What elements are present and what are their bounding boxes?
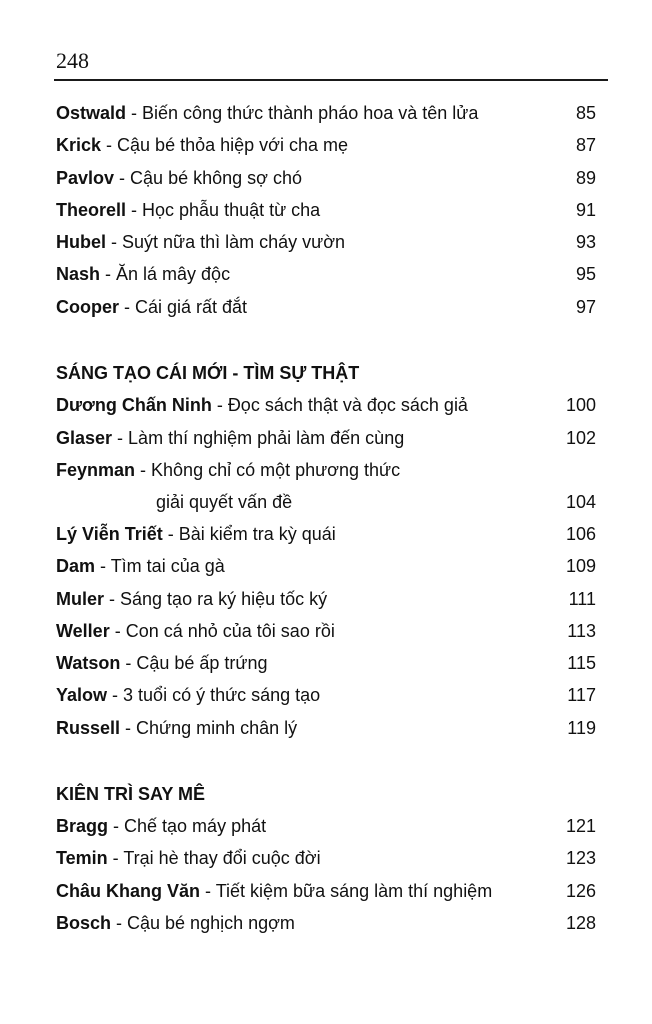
entry-title: Cậu bé thỏa hiệp với cha mẹ — [117, 135, 348, 155]
entry-title: Cái giá rất đắt — [135, 297, 248, 317]
entry-title: Biến công thức thành pháo hoa và tên lửa — [142, 103, 479, 123]
entry-page: 121 — [565, 816, 596, 836]
toc-entry: Glaser - Làm thí nghiệm phải làm đến cùng 102 — [56, 424, 596, 452]
entry-name: Ostwald — [56, 103, 127, 123]
entry-name: Feynman — [56, 460, 136, 480]
entry-name: Weller — [56, 621, 110, 641]
toc-entry-continuation — [156, 488, 596, 516]
entry-page: 117 — [567, 685, 596, 705]
entry-page: 91 — [575, 200, 596, 220]
toc-entry: Bragg - Chế tạo máy phát 121 — [56, 812, 596, 840]
entry-page: 95 — [575, 264, 596, 284]
toc-entry: Pavlov - Cậu bé không sợ chó 89 — [56, 164, 596, 192]
entry-title: 3 tuổi có ý thức sáng tạo — [123, 685, 321, 705]
entry-title: Tìm tai của gà — [110, 556, 225, 576]
entry-page: 128 — [565, 913, 596, 933]
entry-title: Suýt nữa thì làm cháy vườn — [122, 232, 346, 252]
toc-entry: Theorell - Học phẫu thuật từ cha 91 — [56, 196, 596, 224]
section-heading: KIÊN TRÌ SAY MÊ — [56, 784, 206, 804]
entry-name: Muler — [56, 589, 105, 609]
toc-entry: Bosch - Cậu bé nghịch ngợm 128 — [56, 909, 596, 937]
entry-title: Sáng tạo ra ký hiệu tốc ký — [120, 589, 328, 609]
entry-page: 111 — [568, 589, 596, 609]
toc-entry: Feynman - Không chỉ có một phương thức — [56, 460, 401, 480]
toc-entry: Nash - Ăn lá mây độc 95 — [56, 260, 596, 288]
toc-entry: Temin - Trại hè thay đổi cuộc đời 123 — [56, 844, 596, 872]
entry-page: 126 — [565, 881, 596, 901]
entry-page: 100 — [565, 395, 596, 415]
toc-entry: Hubel - Suýt nữa thì làm cháy vườn 93 — [56, 228, 596, 256]
entry-page: 119 — [567, 718, 596, 738]
entry-name: Glaser — [56, 428, 113, 448]
entry-name: Bosch — [56, 913, 112, 933]
entry-title: Chứng minh chân lý — [136, 718, 298, 738]
toc-entry: Lý Viễn Triết - Bài kiểm tra kỳ quái 106 — [56, 520, 596, 548]
entry-page: 113 — [567, 621, 596, 641]
section-heading: SÁNG TẠO CÁI MỚI - TÌM SỰ THẬT — [56, 363, 360, 383]
entry-title: Ăn lá mây độc — [116, 264, 231, 284]
toc-entry: Muler - Sáng tạo ra ký hiệu tốc ký 111 — [56, 585, 596, 613]
toc-entry: Weller - Con cá nhỏ của tôi sao rồi 113 — [56, 617, 596, 645]
entry-title: Con cá nhỏ của tôi sao rồi — [125, 621, 335, 641]
entry-title: Làm thí nghiệm phải làm đến cùng — [128, 428, 405, 448]
toc-entry: Ostwald - Biến công thức thành pháo hoa và tên lửa 85 — [56, 99, 596, 127]
entry-title: Cậu bé không sợ chó — [130, 168, 302, 188]
entry-page: 123 — [565, 848, 596, 868]
entry-title: Cậu bé nghịch ngợm — [127, 913, 295, 933]
entry-name: Yalow — [56, 685, 108, 705]
entry-name: Châu Khang Văn — [56, 881, 201, 901]
entry-page: 87 — [575, 135, 596, 155]
toc-entry: Dương Chấn Ninh - Đọc sách thật và đọc sách giả 100 — [56, 391, 596, 419]
entry-title: Tiết kiệm bữa sáng làm thí nghiệm — [215, 881, 493, 901]
entry-name: Bragg — [56, 816, 109, 836]
entry-title: Đọc sách thật và đọc sách giả — [227, 395, 468, 415]
entry-page: 85 — [575, 103, 596, 123]
entry-title: Học phẫu thuật từ cha — [142, 200, 321, 220]
entry-name: Dam — [56, 556, 96, 576]
header-rule — [54, 79, 608, 81]
entry-name: Dương Chấn Ninh — [56, 395, 212, 415]
entry-title: Chế tạo máy phát — [124, 816, 267, 836]
entry-page: 97 — [575, 297, 596, 317]
entry-title: Cậu bé ấp trứng — [136, 653, 268, 673]
entry-name: Temin — [56, 848, 108, 868]
entry-name: Nash — [56, 264, 101, 284]
entry-page: 104 — [565, 492, 596, 512]
entry-page: 106 — [565, 524, 596, 544]
toc-entry: Châu Khang Văn - Tiết kiệm bữa sáng làm thí nghiệm 126 — [56, 877, 596, 905]
entry-name: Theorell — [56, 200, 127, 220]
toc-entry: Watson - Cậu bé ấp trứng 115 — [56, 649, 596, 677]
entry-name: Cooper — [56, 297, 119, 317]
entry-page: 102 — [565, 428, 596, 448]
toc-entry: Krick - Cậu bé thỏa hiệp với cha mẹ 87 — [56, 131, 596, 159]
entry-title: Không chỉ có một phương thức — [151, 460, 401, 480]
entry-page: 89 — [575, 168, 596, 188]
page-number: 248 — [56, 48, 89, 73]
entry-page: 115 — [567, 653, 596, 673]
entry-name: Watson — [56, 653, 121, 673]
entry-title: Trại hè thay đổi cuộc đời — [123, 848, 321, 868]
toc-entry: Cooper - Cái giá rất đắt 97 — [56, 293, 596, 321]
entry-page: 109 — [565, 556, 596, 576]
toc-entry: Dam - Tìm tai của gà 109 — [56, 552, 596, 580]
entry-title-continuation: giải quyết vấn đề — [156, 492, 293, 512]
entry-name: Russell — [56, 718, 121, 738]
toc-entry: Yalow - 3 tuổi có ý thức sáng tạo 117 — [56, 681, 596, 709]
entry-page: 93 — [575, 232, 596, 252]
entry-name: Pavlov — [56, 168, 115, 188]
entry-name: Hubel — [56, 232, 107, 252]
entry-title: Bài kiểm tra kỳ quái — [178, 524, 336, 544]
toc-entry: Russell - Chứng minh chân lý 119 — [56, 714, 596, 742]
entry-name: Krick — [56, 135, 102, 155]
entry-name: Lý Viễn Triết — [56, 524, 163, 544]
